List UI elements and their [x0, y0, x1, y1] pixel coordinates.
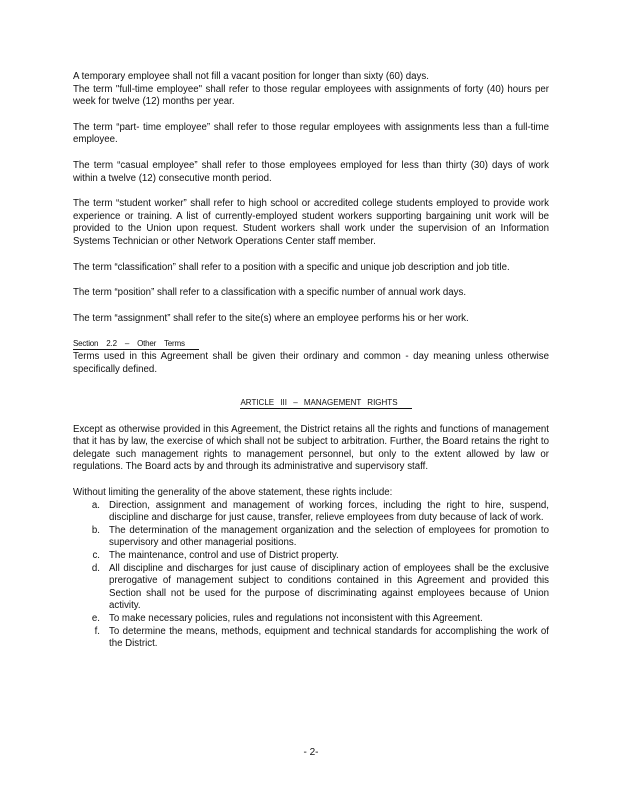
section-2-2-heading: Section 2.2 – Other Terms: [73, 339, 199, 350]
section-2-2-text: Terms used in this Agreement shall be given their ordinary and common - day meaning unless otherwise specifically defined.: [73, 350, 549, 375]
list-item: [73, 563, 549, 613]
list-marker: b.: [91, 524, 100, 536]
definition-part-time-employee: The term “part- time employee” shall refer to those regular employees with assignments less than a full-time employee.: [73, 121, 549, 146]
definition-temporary-employee: A temporary employee shall not fill a vacant position for longer than sixty (60) days.: [73, 71, 429, 82]
definition-casual-employee: The term “casual employee” shall refer to those employees employed for less than thirty (30) days of work within a twelve (12) consecutive month period.: [73, 159, 549, 184]
list-marker: c.: [92, 550, 100, 562]
page-number: - 2-: [303, 747, 319, 758]
management-rights-list: [73, 500, 549, 651]
list-item-text: To determine the means, methods, equipment and technical standards for accomplishing the work of the District.: [109, 625, 549, 650]
list-item-text: The maintenance, control and use of District property.: [109, 550, 339, 562]
definition-classification: The term “classification” shall refer to a position with a specific and unique job description and job title.: [73, 261, 510, 273]
article-iii-list-intro: Without limiting the generality of the above statement, these rights include:: [73, 487, 393, 499]
list-item: [73, 550, 549, 563]
definition-full-time-employee: The term "full-time employee" shall refer to those regular employees with assignments of forty (40) hours per week for twelve (12) months per year.: [73, 83, 549, 108]
list-marker: a.: [91, 499, 100, 511]
list-item: [73, 500, 549, 525]
list-item: [73, 613, 549, 626]
list-item-text: The determination of the management organization and the selection of employees for promotion to supervisory and other managerial positions.: [109, 524, 549, 549]
page-content: [73, 71, 549, 651]
definition-student-worker: The term “student worker” shall refer to high school or accredited college students employed to provide work experience or training. A list of currently-employed student workers supporting bargaining unit work will be provided to the Union upon request. Student workers shall work under the supervision of an Information Systems Technician or other Network Operations Center staff member.: [73, 198, 549, 247]
definition-assignment: The term “assignment” shall refer to the site(s) where an employee performs his or her work.: [73, 312, 469, 324]
definition-position: The term “position” shall refer to a classification with a specific number of annual work days.: [73, 287, 467, 299]
list-item: [73, 626, 549, 651]
list-item-text: All discipline and discharges for just cause of disciplinary action of employees shall be the exclusive prerogative of management subject to conditions contained in this Agreement and provided this Section shall not be used for the purpose of discriminating against employees because of Union activity.: [109, 562, 549, 612]
article-iii-intro: Except as otherwise provided in this Agreement, the District retains all the rights and functions of management that it has by law, the exercise of which shall not be subject to arbitration. Further, the Board retains the right to delegate such management rights to management personnel, but only to the extent allowed by law or regulations. The Board acts by and through its administrative and supervisory staff.: [73, 423, 549, 473]
list-item-text: Direction, assignment and management of working forces, including the right to hire, suspend, discipline and discharge for just cause, transfer, relieve employees from duty because of lack of work.: [109, 499, 549, 524]
list-marker: d.: [91, 562, 100, 574]
list-marker: e.: [91, 613, 100, 624]
list-item: [73, 525, 549, 550]
article-iii-heading: ARTICLE III – MANAGEMENT RIGHTS: [240, 398, 411, 409]
list-item-text: To make necessary policies, rules and regulations not inconsistent with this Agreement.: [109, 613, 483, 624]
list-marker: f.: [94, 625, 100, 637]
article-iii-heading-wrap: [73, 397, 549, 410]
section-2-2: [73, 338, 549, 376]
